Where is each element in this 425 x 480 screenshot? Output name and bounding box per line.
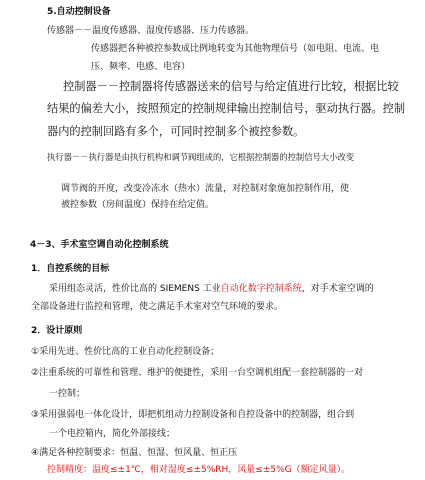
controller-line-2: 结果的偏差大小，按照预定的控制规律输出控制信号，驱动执行器。控制	[47, 102, 406, 115]
principle-1: ①采用先进、性价比高的工业自动化控制设备；	[31, 347, 220, 357]
goal-highlight: 自动化数字控制系统	[220, 284, 302, 294]
section-heading-or-control: 4－3、手术室空调自动化控制系统	[30, 240, 169, 250]
controller-line-1: 控制器－－控制器将传感器送来的信号与给定值进行比较，根据比较	[63, 80, 399, 93]
goal-line-1-prefix: 采用组态灵活，性价比高的 SIEMENS 工业	[49, 284, 221, 294]
controller-line-3: 器内的控制回路有多个，可同时控制多个被控参数。	[47, 125, 305, 138]
actuator-line-3: 被控参数（房间温度）保持在给定值。	[61, 200, 215, 210]
section-heading-auto-control: 5.自动控制设备	[47, 7, 111, 17]
principle-2-line-1: ②注重系统的可靠性和管理、维护的便捷性，采用一台空调机组配一套控制器的一对	[31, 368, 364, 378]
sensor-desc-line-2: 压、频率、电感、电容）	[91, 62, 191, 72]
control-precision-line: 控制精度：温度≤±1℃，相对湿度≤±5%RH，风量≤±5%G（额定风量）。	[47, 465, 351, 475]
actuator-line-2: 调节阀的开度，改变冷冻水（热水）流量，对控制对象施加控制作用，使	[61, 184, 350, 194]
goal-line-1-suffix: ，对手术室空调的	[301, 284, 374, 294]
goal-line-2: 全部设备进行监控和管理，使之满足手术室对空气环境的要求。	[31, 302, 284, 312]
sensor-line: 传感器－－温度传感器、湿度传感器、压力传感器。	[47, 26, 255, 36]
subheading-design-principles: 2．设计原则	[31, 326, 83, 336]
principle-4: ④满足各种控制要求：恒温、恒湿、恒风量、恒正压	[31, 448, 238, 458]
principle-3-line-2: 一个电控箱内，简化外部接线；	[49, 429, 176, 439]
actuator-line-1: 执行器－－执行器是由执行机构和调节阀组成的，它根据控制器的控制信号大小改变	[47, 152, 354, 162]
principle-3-line-1: ③采用强弱电一体化设计，即把机组动力控制设备和自控设备中的控制器，组合到	[31, 410, 355, 420]
sensor-desc-line-1: 传感器把各种被控参数成比例地转变为其他物理信号（如电阻、电流、电	[91, 44, 380, 54]
subheading-goal: 1．自控系统的目标	[31, 264, 110, 274]
principle-2-line-2: 一控制；	[49, 389, 86, 399]
goal-line-1	[49, 283, 374, 295]
